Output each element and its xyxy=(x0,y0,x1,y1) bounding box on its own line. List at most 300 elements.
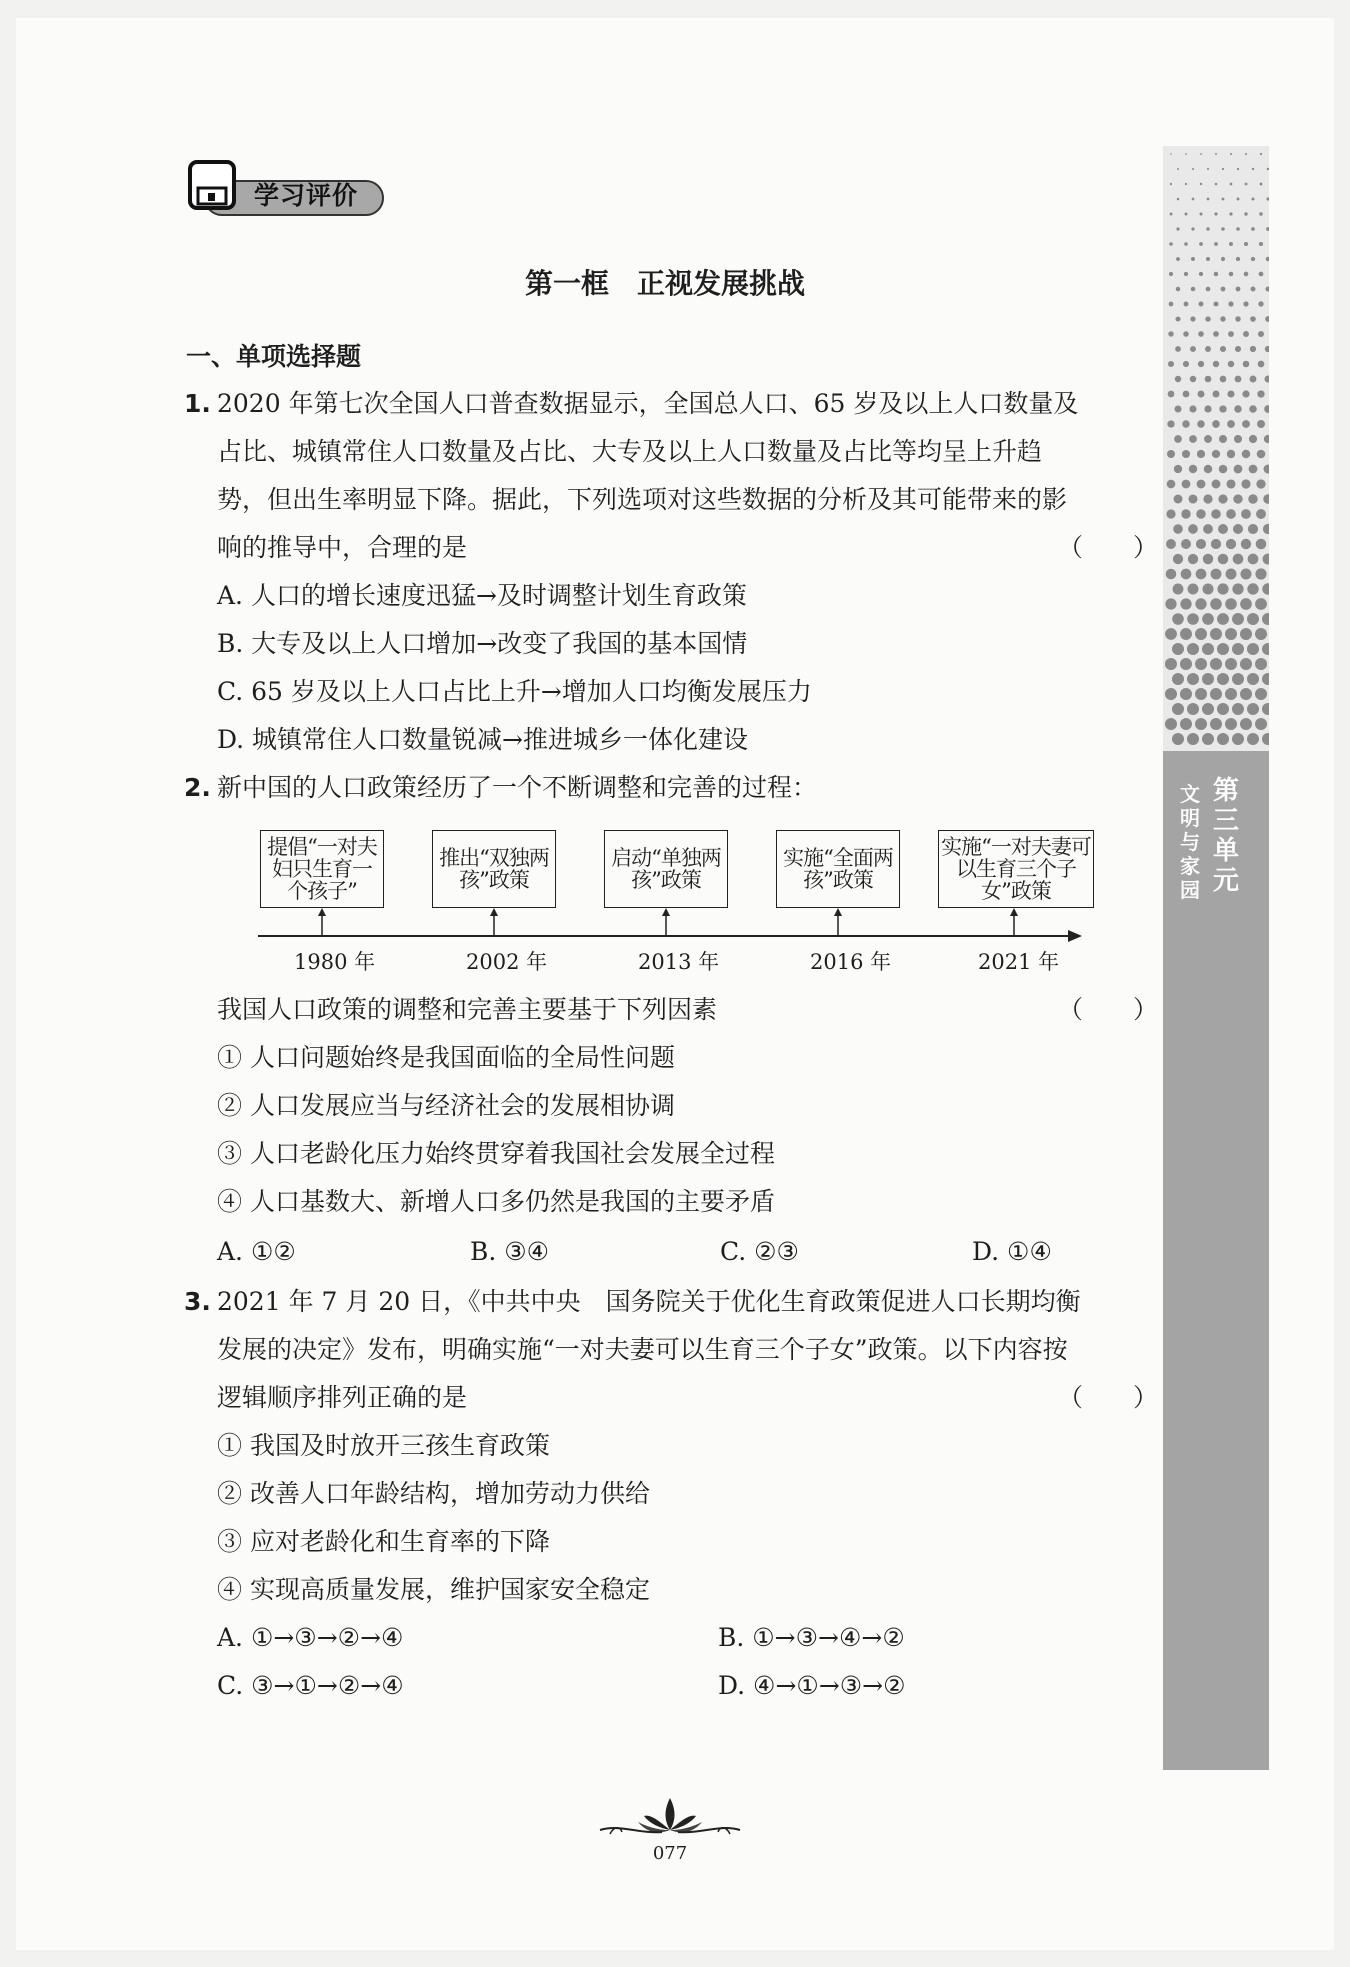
unit-label: 第 三 单 元 xyxy=(1212,776,1239,896)
halftone-dot xyxy=(1203,554,1213,564)
halftone-dot xyxy=(1235,346,1241,352)
halftone-dot xyxy=(1206,257,1210,261)
halftone-dot xyxy=(1243,301,1248,306)
halftone-dot xyxy=(1170,153,1172,155)
halftone-dot xyxy=(1217,643,1229,655)
halftone-dot xyxy=(1187,733,1199,745)
halftone-dot xyxy=(1241,479,1250,488)
halftone-dot xyxy=(1176,257,1180,261)
halftone-dot xyxy=(1233,554,1244,565)
halftone-dot xyxy=(1263,524,1269,534)
halftone-dot xyxy=(1219,435,1227,443)
halftone-dot xyxy=(1225,718,1237,730)
halftone-dot xyxy=(1217,583,1228,594)
halftone-dot xyxy=(1247,703,1259,715)
policy-timeline xyxy=(256,826,1100,976)
halftone-dot xyxy=(1227,420,1235,428)
halftone-dot xyxy=(1204,405,1211,412)
halftone-dot xyxy=(1169,242,1173,246)
badge-label: 学习评价 xyxy=(254,181,359,210)
halftone-dot xyxy=(1229,212,1232,215)
q2-option-b[interactable]: B. ③④ xyxy=(470,1237,550,1266)
halftone-dot xyxy=(1177,198,1180,201)
halftone-dot xyxy=(1258,331,1264,337)
halftone-dot xyxy=(1248,554,1259,565)
halftone-pattern xyxy=(1163,146,1269,751)
q2-option-d[interactable]: D. ①④ xyxy=(972,1237,1052,1266)
halftone-dot xyxy=(1222,198,1225,201)
halftone-dot xyxy=(1230,183,1233,186)
halftone-dot xyxy=(1247,643,1259,655)
halftone-dot xyxy=(1220,316,1225,321)
halftone-dot xyxy=(1181,509,1190,518)
halftone-dot xyxy=(1188,554,1198,564)
halftone-dot xyxy=(1210,688,1222,700)
halftone-dot xyxy=(1259,212,1262,215)
q2-option-c[interactable]: C. ②③ xyxy=(720,1237,799,1266)
halftone-dot xyxy=(1226,509,1236,519)
halftone-dot xyxy=(1262,733,1269,745)
halftone-dot xyxy=(1181,569,1192,580)
halftone-dot xyxy=(1240,718,1252,730)
halftone-dot xyxy=(1212,450,1220,458)
timeline-year: 2013 年 xyxy=(638,950,720,974)
halftone-dot xyxy=(1165,718,1177,730)
halftone-dot xyxy=(1237,168,1239,170)
halftone-dot xyxy=(1170,213,1173,216)
halftone-dot xyxy=(1233,524,1243,534)
halftone-dot xyxy=(1235,376,1242,383)
halftone-dot xyxy=(1165,598,1176,609)
page-sheet xyxy=(16,18,1334,1950)
halftone-dot xyxy=(1215,153,1217,155)
halftone-dot xyxy=(1205,316,1210,321)
halftone-dot xyxy=(1192,198,1195,201)
halftone-dot xyxy=(1256,539,1267,550)
halftone-dot xyxy=(1195,688,1207,700)
halftone-dot xyxy=(1191,257,1195,261)
halftone-dot xyxy=(1249,465,1258,474)
halftone-dot xyxy=(1187,613,1199,625)
q1-stem-line: 势，但出生率明显下降。据此，下列选项对这些数据的分析及其可能带来的影 xyxy=(217,485,1068,514)
q3-option-b[interactable]: B. ①→③→④→② xyxy=(718,1623,905,1652)
halftone-dot xyxy=(1250,376,1257,383)
halftone-dot xyxy=(1172,613,1184,625)
halftone-dot xyxy=(1199,212,1202,215)
halftone-dot xyxy=(1248,494,1257,503)
halftone-dot xyxy=(1255,658,1267,670)
halftone-dot xyxy=(1232,673,1244,685)
halftone-dot xyxy=(1191,227,1194,230)
halftone-dot xyxy=(1189,435,1197,443)
q2-statement: ② 人口发展应当与经济社会的发展相协调 xyxy=(217,1091,675,1120)
halftone-dot xyxy=(1229,272,1234,277)
halftone-dot xyxy=(1195,598,1206,609)
halftone-dot xyxy=(1240,658,1252,670)
timeline-year: 1980 年 xyxy=(294,950,376,974)
halftone-dot xyxy=(1165,658,1177,670)
q3-statement: ① 我国及时放开三孩生育政策 xyxy=(217,1431,550,1460)
halftone-dot xyxy=(1260,153,1262,155)
q3-option-c[interactable]: C. ③→①→②→④ xyxy=(217,1671,404,1700)
halftone-dot xyxy=(1198,331,1204,337)
q1-answer-blank[interactable]: （ ） xyxy=(1058,533,1159,562)
halftone-dot xyxy=(1184,242,1188,246)
halftone-dot xyxy=(1185,183,1187,185)
halftone-dot xyxy=(1184,302,1189,307)
q2-answer-blank[interactable]: （ ） xyxy=(1058,995,1159,1024)
halftone-dot xyxy=(1245,183,1248,186)
halftone-dot xyxy=(1206,287,1211,292)
halftone-dot xyxy=(1247,583,1258,594)
halftone-dot xyxy=(1248,524,1258,534)
q1-option-d[interactable]: D. 城镇常住人口数量锐减→推进城乡一体化建设 xyxy=(217,725,748,754)
halftone-dot xyxy=(1180,598,1191,609)
halftone-dot xyxy=(1211,509,1221,519)
halftone-dot xyxy=(1250,316,1256,322)
halftone-dot xyxy=(1198,391,1205,398)
halftone-dot xyxy=(1247,673,1259,685)
halftone-dot xyxy=(1251,197,1254,200)
halftone-dot xyxy=(1190,346,1196,352)
unit-side-tab xyxy=(1163,146,1269,1770)
halftone-dot xyxy=(1213,301,1218,306)
timeline-event-2002: 推出“双独两孩”政策 xyxy=(432,830,556,908)
halftone-dot xyxy=(1262,673,1269,685)
halftone-dot xyxy=(1256,509,1266,519)
halftone-dot xyxy=(1182,420,1189,427)
halftone-dot xyxy=(1192,168,1194,170)
part-heading: 一、单项选择题 xyxy=(186,342,362,371)
halftone-dot xyxy=(1210,628,1222,640)
q2-option-a[interactable]: A. ①② xyxy=(217,1237,296,1266)
halftone-dot xyxy=(1257,420,1265,428)
halftone-dot xyxy=(1265,316,1269,322)
halftone-dot xyxy=(1232,613,1244,625)
timeline-event-1980: 提倡“一对夫妇只生育一个孩子” xyxy=(260,830,384,908)
halftone-dot xyxy=(1255,568,1266,579)
q1-number: 1. xyxy=(184,389,211,418)
halftone-dot xyxy=(1211,569,1222,580)
halftone-dot xyxy=(1199,272,1203,276)
halftone-dot xyxy=(1228,301,1233,306)
q1-stem-line: 占比、城镇常住人口数量及占比、大专及以上人口数量及占比等均呈上升趋 xyxy=(217,437,1043,466)
halftone-dot xyxy=(1249,435,1257,443)
halftone-dot xyxy=(1214,212,1217,215)
halftone-dot xyxy=(1175,376,1181,382)
halftone-dot xyxy=(1232,583,1243,594)
halftone-dot xyxy=(1206,227,1209,230)
timeline-year: 2016 年 xyxy=(810,950,892,974)
halftone-dot xyxy=(1172,643,1184,655)
halftone-dot xyxy=(1197,450,1205,458)
q3-option-d[interactable]: D. ④→①→③→② xyxy=(718,1671,906,1700)
halftone-dot xyxy=(1165,688,1177,700)
halftone-dot xyxy=(1173,584,1184,595)
q2-statement: ① 人口问题始终是我国面临的全局性问题 xyxy=(217,1043,675,1072)
q3-answer-blank[interactable]: （ ） xyxy=(1058,1383,1159,1412)
halftone-dot xyxy=(1230,153,1232,155)
halftone-dot xyxy=(1243,361,1250,368)
halftone-dot xyxy=(1220,376,1227,383)
halftone-dot xyxy=(1205,346,1211,352)
halftone-dot xyxy=(1185,153,1187,155)
halftone-dot xyxy=(1225,688,1237,700)
q1-stem-line: 响的推导中，合理的是 xyxy=(217,533,468,562)
halftone-dot xyxy=(1207,198,1210,201)
halftone-dot xyxy=(1169,272,1173,276)
q3-option-a[interactable]: A. ①→③→②→④ xyxy=(217,1623,404,1652)
halftone-dot xyxy=(1210,718,1222,730)
halftone-dot xyxy=(1177,168,1179,170)
q2-stem: 新中国的人口政策经历了一个不断调整和完善的过程： xyxy=(217,773,818,802)
q2-number: 2. xyxy=(184,773,211,802)
halftone-dot xyxy=(1199,242,1203,246)
halftone-dot xyxy=(1173,554,1183,564)
halftone-dot xyxy=(1241,539,1251,549)
halftone-dot xyxy=(1200,183,1202,185)
halftone-dot xyxy=(1191,287,1196,292)
halftone-dot xyxy=(1174,435,1182,443)
halftone-dot xyxy=(1166,509,1175,518)
halftone-dot xyxy=(1236,257,1240,261)
halftone-dot xyxy=(1265,346,1269,352)
halftone-dot xyxy=(1258,361,1265,368)
halftone-dot xyxy=(1184,272,1188,276)
halftone-dot xyxy=(1247,733,1259,745)
halftone-dot xyxy=(1183,391,1190,398)
halftone-dot xyxy=(1240,628,1252,640)
halftone-dot xyxy=(1211,539,1221,549)
q3-statement: ② 改善人口年龄结构，增加劳动力供给 xyxy=(217,1479,650,1508)
halftone-dot xyxy=(1189,465,1197,473)
halftone-dot xyxy=(1190,376,1197,383)
halftone-dot xyxy=(1213,361,1219,367)
halftone-dot xyxy=(1174,495,1183,504)
halftone-dot xyxy=(1199,302,1204,307)
halftone-dot xyxy=(1233,494,1242,503)
halftone-dot xyxy=(1227,450,1235,458)
timeline-event-2013: 启动“单独两孩”政策 xyxy=(604,830,728,908)
halftone-dot xyxy=(1265,286,1269,291)
halftone-dot xyxy=(1266,227,1269,231)
halftone-dot xyxy=(1202,583,1213,594)
halftone-dot xyxy=(1266,257,1269,261)
halftone-dot xyxy=(1190,316,1195,321)
halftone-dot xyxy=(1172,673,1184,685)
halftone-dot xyxy=(1241,509,1251,519)
halftone-dot xyxy=(1174,405,1181,412)
halftone-dot xyxy=(1168,361,1174,367)
halftone-dot xyxy=(1232,643,1244,655)
halftone-dot xyxy=(1263,494,1269,504)
halftone-dot xyxy=(1255,598,1267,610)
halftone-dot xyxy=(1266,197,1269,200)
halftone-dot xyxy=(1168,391,1175,398)
halftone-dot xyxy=(1166,569,1177,580)
halftone-dot xyxy=(1221,227,1225,231)
q3-statement: ③ 应对老龄化和生育率的下降 xyxy=(217,1527,550,1556)
q3-stem-line: 2021 年 7 月 20 日，《中共中央 国务院关于优化生育政策促进人口长期均衡 xyxy=(217,1287,1081,1316)
halftone-dot xyxy=(1244,242,1248,246)
halftone-dot xyxy=(1226,569,1237,580)
halftone-dot xyxy=(1242,390,1249,397)
halftone-dot xyxy=(1207,168,1209,170)
halftone-dot xyxy=(1170,183,1172,185)
halftone-dot xyxy=(1234,435,1242,443)
halftone-dot xyxy=(1196,509,1205,518)
halftone-dot xyxy=(1172,733,1184,745)
halftone-dot xyxy=(1197,420,1205,428)
halftone-dot xyxy=(1227,390,1234,397)
halftone-dot xyxy=(1189,405,1196,412)
halftone-dot xyxy=(1240,688,1252,700)
timeline-event-2016: 实施“全面两孩”政策 xyxy=(776,830,900,908)
halftone-dot xyxy=(1173,524,1183,534)
halftone-dot xyxy=(1202,733,1214,745)
halftone-dot xyxy=(1195,718,1207,730)
halftone-dot xyxy=(1188,524,1198,534)
halftone-dot xyxy=(1202,673,1214,685)
halftone-dot xyxy=(1265,376,1270,383)
halftone-dot xyxy=(1174,465,1182,473)
halftone-dot xyxy=(1244,272,1249,277)
halftone-dot xyxy=(1165,628,1177,640)
halftone-dot xyxy=(1232,703,1244,715)
q3-statement: ④ 实现高质量发展，维护国家安全稳定 xyxy=(217,1575,650,1604)
halftone-dot xyxy=(1235,316,1241,322)
halftone-dot xyxy=(1234,465,1243,474)
halftone-dot xyxy=(1259,272,1264,277)
halftone-dot xyxy=(1242,450,1251,459)
halftone-dot xyxy=(1198,361,1204,367)
halftone-dot xyxy=(1263,554,1269,565)
q1-option-b[interactable]: B. 大专及以上人口增加→改变了我国的基本国情 xyxy=(217,629,748,658)
halftone-dot xyxy=(1217,703,1229,715)
halftone-dot xyxy=(1176,227,1179,230)
section-title: 第一框 正视发展挑战 xyxy=(524,267,805,300)
halftone-dot xyxy=(1212,390,1219,397)
halftone-dot xyxy=(1264,405,1269,413)
halftone-dot xyxy=(1187,673,1199,685)
halftone-dot xyxy=(1218,524,1228,534)
halftone-dot xyxy=(1252,168,1254,170)
halftone-dot xyxy=(1228,331,1234,337)
halftone-dot xyxy=(1210,598,1222,610)
halftone-dot xyxy=(1180,628,1192,640)
halftone-dot xyxy=(1183,361,1189,367)
halftone-dot xyxy=(1255,688,1267,700)
halftone-dot xyxy=(1218,554,1229,565)
halftone-dot xyxy=(1200,153,1202,155)
halftone-dot xyxy=(1258,301,1263,306)
halftone-dot xyxy=(1221,287,1226,292)
halftone-dot xyxy=(1214,272,1218,276)
halftone-dot xyxy=(1232,733,1244,745)
halftone-dot xyxy=(1187,703,1199,715)
halftone-dot xyxy=(1217,673,1229,685)
halftone-dot xyxy=(1226,539,1236,549)
halftone-dot xyxy=(1176,287,1180,291)
halftone-dot xyxy=(1210,658,1222,670)
halftone-dot xyxy=(1203,494,1212,503)
halftone-dot xyxy=(1212,420,1220,428)
halftone-dot xyxy=(1205,376,1212,383)
timeline-year: 2002 年 xyxy=(466,950,548,974)
halftone-dot xyxy=(1259,242,1263,246)
halftone-dot xyxy=(1196,569,1207,580)
halftone-dot xyxy=(1167,480,1176,489)
halftone-dot xyxy=(1168,331,1173,336)
halftone-dot xyxy=(1167,420,1174,427)
halftone-dot xyxy=(1256,479,1265,488)
halftone-dot xyxy=(1243,331,1249,337)
q1-stem-line: 2020 年第七次全国人口普查数据显示，全国总人口、65 岁及以上人口数量及 xyxy=(217,389,1079,418)
halftone-dot xyxy=(1167,450,1175,458)
halftone-dot xyxy=(1188,494,1197,503)
halftone-dot xyxy=(1257,450,1266,459)
halftone-dot xyxy=(1226,479,1235,488)
halftone-dot xyxy=(1169,302,1174,307)
halftone-dot xyxy=(1183,331,1189,337)
halftone-dot xyxy=(1180,688,1192,700)
halftone-dot xyxy=(1250,346,1256,352)
halftone-dot xyxy=(1204,465,1213,474)
halftone-dot xyxy=(1267,168,1269,171)
halftone-dot xyxy=(1234,405,1241,412)
halftone-dot xyxy=(1225,658,1237,670)
halftone-dot xyxy=(1236,287,1241,292)
halftone-dot xyxy=(1222,168,1224,170)
halftone-dot xyxy=(1213,331,1219,337)
halftone-dot xyxy=(1228,361,1234,367)
halftone-dot xyxy=(1204,435,1212,443)
halftone-dot xyxy=(1175,346,1181,352)
halftone-dot xyxy=(1219,405,1226,412)
q2-question: 我国人口政策的调整和完善主要基于下列因素 xyxy=(217,995,718,1024)
halftone-dot xyxy=(1185,213,1188,216)
halftone-dot xyxy=(1240,568,1251,579)
halftone-dot xyxy=(1202,703,1214,715)
halftone-decoration xyxy=(1163,146,1269,751)
halftone-dot xyxy=(1255,718,1267,730)
q1-option-a[interactable]: A. 人口的增长速度迅猛→及时调整计划生育政策 xyxy=(217,581,747,610)
halftone-dot xyxy=(1180,718,1192,730)
halftone-dot xyxy=(1262,613,1269,625)
halftone-dot xyxy=(1218,494,1227,503)
timeline-year: 2021 年 xyxy=(978,950,1060,974)
halftone-dot xyxy=(1255,628,1267,640)
halftone-dot xyxy=(1240,598,1252,610)
halftone-dot xyxy=(1202,643,1214,655)
halftone-dot xyxy=(1188,584,1199,595)
q1-option-c[interactable]: C. 65 岁及以上人口占比上升→增加人口均衡发展压力 xyxy=(217,677,812,706)
timeline-event-2021: 实施“一对夫妻可以生育三个子女”政策 xyxy=(938,830,1094,908)
q2-statement: ④ 人口基数大、新增人口多仍然是我国的主要矛盾 xyxy=(217,1187,775,1216)
unit-subtitle: 文 明 与 家 园 xyxy=(1180,782,1200,902)
halftone-dot xyxy=(1229,242,1233,246)
halftone-dot xyxy=(1247,613,1259,625)
q3-number: 3. xyxy=(184,1287,211,1316)
halftone-dot xyxy=(1225,598,1237,610)
halftone-dot xyxy=(1166,539,1176,549)
halftone-dot xyxy=(1217,613,1229,625)
halftone-dot xyxy=(1203,524,1213,534)
halftone-dot xyxy=(1257,390,1264,397)
halftone-dot xyxy=(1187,643,1199,655)
q2-statement: ③ 人口老龄化压力始终贯穿着我国社会发展全过程 xyxy=(217,1139,775,1168)
halftone-dot xyxy=(1212,480,1221,489)
